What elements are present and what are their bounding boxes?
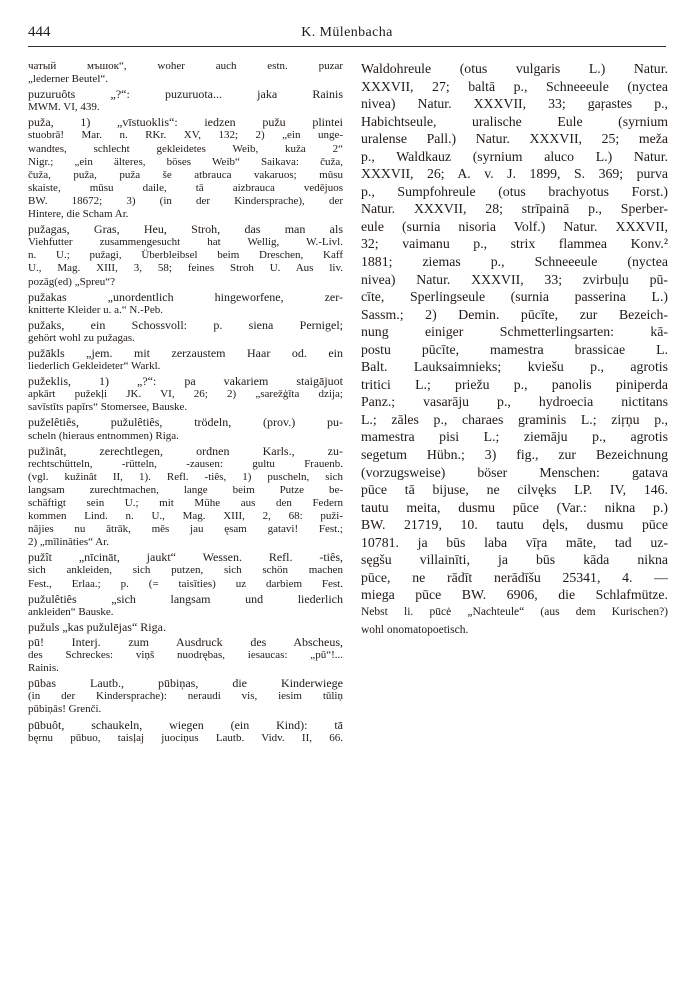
entry-text-line: L.; zāles p., charaes graminis L.; ziŗņu p.,	[361, 411, 668, 427]
entry-text-line: sich ankleiden, sich putzen, sich schön machen	[28, 564, 343, 577]
entry-text-line: savīstīts papīrs“ Stomersee, Bauske.	[28, 401, 188, 414]
entry-text-line: (in der Kindersprache): neraudi vis, iesim tūliņ	[28, 690, 343, 703]
entry-headword-line: pužākls „jem. mit zerzaustem Haar od. ein	[28, 346, 343, 360]
entry-text-line: eule (surnia nisoria Volf.) Natur. XXXVII,	[361, 218, 668, 234]
entry-text-line: mamestra pisi L.; ziemāju p., agrotis	[361, 429, 668, 445]
page-number: 444	[28, 24, 51, 40]
entry-text-line: Sassm.; 2) Demin. pūcīte, zur Bezeich-	[361, 306, 668, 322]
entry-text-line: Panz.; vasarāju p., hydroecia nictitans	[361, 394, 668, 410]
entry-headword-line: puzuruôts „?“: puzuruota... jaka Rainis	[28, 88, 343, 102]
entry-text-line: miega pūce BW. 6906, die Schlafmütze.	[361, 587, 668, 603]
entry-text-line: segetum Hübn.; 3) fig., zur Bezeichnung	[361, 447, 668, 463]
entry-text-line: des Schreckes: viņš nuodrębas, iesaucas: „pū“!...	[28, 649, 343, 662]
entry-text-line: Balt. Lauksaimnieks; kviešu p., agrotis	[361, 359, 668, 375]
entry-text-line: XXXVII, 26; A. v. J. 1899, S. 369; purva	[361, 166, 668, 182]
entry-text-line: BW. 18672; 3) (in der Kindersprache), der	[28, 194, 343, 207]
page-header	[28, 24, 666, 46]
entry-headword-line: pūbuôt, schaukeln, wiegen (ein Kind): tā	[28, 718, 343, 732]
entry-text-line: nājies nu ātrāk, mēs jau ęsam gatavi! Fest.;	[28, 523, 343, 536]
entry-text-line: pūce, ne rādīt nerādīšu 25341, 4. —	[361, 569, 668, 585]
entry-text-line: nivea) Natur. XXXVII, 33; zvirbuļu pū-	[361, 271, 668, 287]
entry-text-line: (vorzugsweise) böser Menschen: gatava	[361, 464, 668, 480]
entry-text-line: apkārt pužekļi JK. VI, 26; 2) „sarežģīta dzija;	[28, 388, 343, 401]
entry-headword-line: pužakas „unordentlich hingeworfene, zer-	[28, 290, 343, 304]
entry-text-line: p., Waldkauz (syrnium aluco L.) Natur.	[361, 148, 668, 164]
entry-headword-line: pužulêtiês „sich langsam und liederlich	[28, 592, 343, 606]
entry-headword-line: pužaks, ein Schossvoll: p. siena Pernigel;	[28, 318, 343, 332]
entry-text-line: pūbiņās! Grenči.	[28, 703, 102, 716]
entry-text-line: чатый мъшок“, woher auch estn. puzar	[28, 60, 343, 72]
entry-text-line: knitterte Kleider u. a.“ N.-Peb.	[28, 303, 164, 316]
entry-headword-line: pužuls „kas pužulējas“ Riga.	[28, 620, 166, 634]
entry-text-line: stuobrā! Mar. n. RKr. XV, 132; 2) „ein unge-	[28, 129, 343, 142]
entry-text-line: langsam zurechtmachen, lange beim Putze be-	[28, 483, 343, 496]
entry-headword-line: pužagas, Gras, Heu, Stroh, das man als	[28, 223, 343, 237]
entry-text-line: wohl onomatopoetisch.	[361, 623, 469, 636]
entry-headword-line: pužeklis, 1) „?“: pa vakariem staigājuot	[28, 375, 343, 389]
entry-text-line: postu pūcīte, mamestra brassicae L.	[361, 341, 668, 357]
entry-headword-line: pužît „nīcināt, jaukt“ Wessen. Refl. -tiês,	[28, 551, 343, 565]
entry-text-line: 32; vaimanu p., strix flammea Konv.²	[361, 236, 668, 252]
entry-text-line: Habichtseule, uralische Eule (syrnium	[361, 113, 668, 129]
entry-text-line: BW. 21719, 10. tautu dęls, dusmu pūce	[361, 517, 668, 533]
entry-headword-line: pužinât, zerechtlegen, ordnen Karls., zu-	[28, 444, 343, 458]
entry-text-line: MWM. VI, 439.	[28, 101, 100, 114]
entry-text-line: Fest., Erlaa.; p. (= taisīties) uz darbiem Fest.	[28, 577, 343, 590]
entry-text-line: nivea) Natur. XXXVII, 33; gaŗastes p.,	[361, 96, 668, 112]
entry-text-line: pūce tā bijuse, ne cilvęks LP. IV, 146.	[361, 482, 668, 498]
entry-headword-line: pūbas Lautb., pūbiņas, die Kinderwiege	[28, 677, 343, 691]
entry-text-line: cīte, Sperlingseule (surnia passerina L.)	[361, 289, 668, 305]
entry-text-line: Nigr.; „ein älteres, böses Weib“ Saikava: čuža,	[28, 155, 343, 168]
right-column	[361, 60, 668, 996]
entry-text-line: n. U.; pužagi, Überbleibsel beim Dreschen, Kaff	[28, 249, 343, 262]
entry-text-line: nung einiger Schmetterlingsarten: kā-	[361, 324, 668, 340]
entry-text-line: ankleiden“ Bauske.	[28, 605, 114, 618]
entry-text-line: wandtes, schlecht gekleidetes Weib, kuža 2“	[28, 142, 343, 155]
entry-text-line: tritici L.; priežu p., panolis piniperda	[361, 376, 668, 392]
entry-text-line: kommen Lind. n. U., Mag. XIII, 2, 68: puži-	[28, 510, 343, 523]
entry-text-line: Hintere, die Scham Ar.	[28, 208, 129, 221]
entry-text-line: 2) „mīlināties“ Ar.	[28, 536, 109, 549]
entry-text-line: rechtschütteln, -rütteln, -zausen: gultu Frauenb.	[28, 457, 343, 470]
entry-text-line: (vgl. kužinât II, 1). Refl. -tiês, 1) puscheln, sich	[28, 470, 343, 483]
entry-text-line: čuža, puža, puža še atbrauca vakaruos; mūsu	[28, 168, 343, 181]
entry-text-line: p., Sumpfohreule (otus brachyotus Forst.)	[361, 183, 668, 199]
running-head: K. Mülenbacha	[301, 25, 393, 40]
entry-text-line: liederlich Gekleideter“ Warkl.	[28, 360, 161, 373]
entry-text-line: Viehfutter zusammengesucht hat Wellig, W.-Livl.	[28, 236, 343, 249]
header-rule	[28, 46, 666, 47]
entry-text-line: Nebst li. pūcė „Nachteule“ (aus dem Kurischen?)	[361, 605, 668, 618]
entry-text-line: U., Mag. XIII, 3, 58; feines Stroh U. Aus liv.	[28, 262, 343, 275]
entry-headword-line: puželêtiês, pužulêtiês, trödeln, (prov.) pu-	[28, 416, 343, 430]
entry-text-line: XXXVII, 27; baltā p., Schneeeule (nyctea	[361, 78, 668, 94]
entry-text-line: Rainis.	[28, 662, 59, 675]
entry-text-line: sęgšu villainīti, ja būs kāda nikna	[361, 552, 668, 568]
entry-text-line: scheln (hieraus entnommen) Riga.	[28, 429, 179, 442]
entry-text-line: 10781. ja būs laba vīŗa māte, tad uz-	[361, 534, 668, 550]
entry-text-line: Natur. XXXVII, 28; strīpainā p., Sperber-	[361, 201, 668, 217]
entry-headword-line: puža, 1) „vīstuoklis“: iedzen pužu plintei	[28, 116, 343, 130]
entry-text-line: Waldohreule (otus vulgaris L.) Natur.	[361, 61, 668, 76]
entry-text-line: „lederner Beutel“.	[28, 73, 109, 86]
entry-text-line: gehört wohl zu pužagas.	[28, 331, 135, 344]
entry-headword-line: pū! Interj. zum Ausdruck des Abscheus,	[28, 635, 343, 649]
entry-text-line: skaiste, mūsu daile, tā aizbrauca vedējuos	[28, 181, 343, 194]
entry-text-line: tautu meita, dusmu pūce (Var.: nikna p.)	[361, 499, 668, 515]
entry-text-line: bęrnu pūbuo, taisļaj juociņus Lautb. Vidv. II, 66.	[28, 731, 343, 744]
left-column	[28, 60, 343, 996]
entry-text-line: uralense Pall.) Natur. XXXVII, 25; meža	[361, 131, 668, 147]
entry-text-line: 1881; ziemas p., Schneeeule (nyctea	[361, 254, 668, 270]
entry-text-line: schäftigt sein U.; mit Mühe aus den Federn	[28, 497, 343, 509]
entry-text-line: pozāg(ed) „Spreu“?	[28, 275, 116, 288]
